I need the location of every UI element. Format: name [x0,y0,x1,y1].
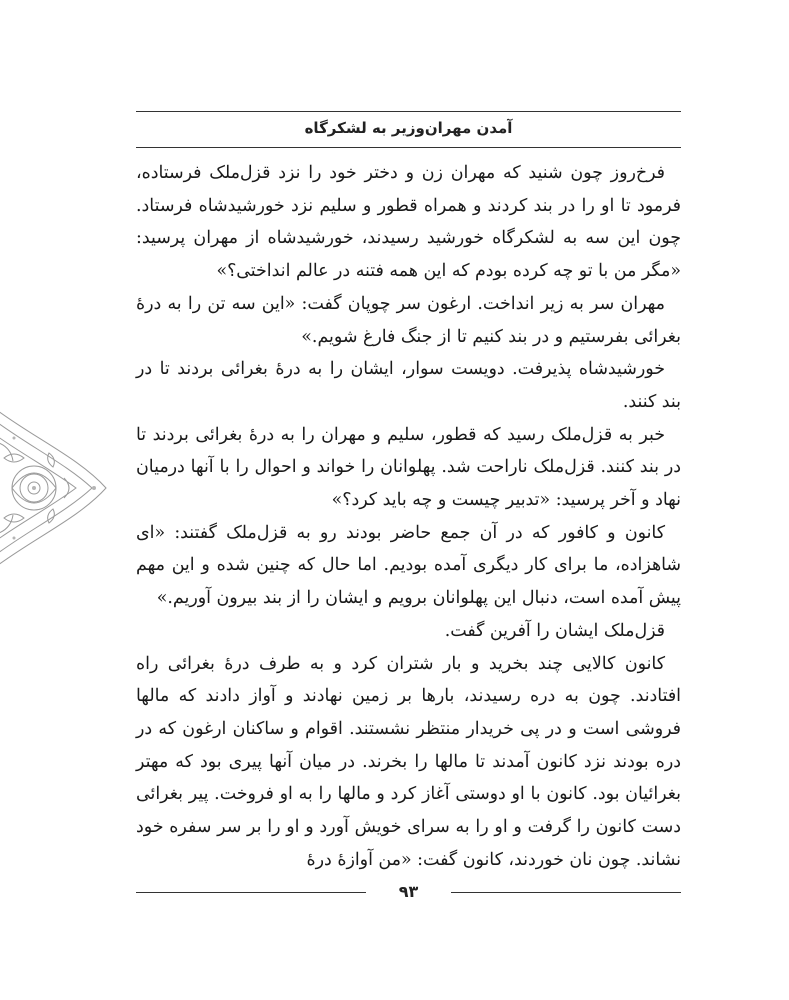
paragraph: خبر به قزل‌ملک رسید که قطور، سلیم و مهران را به درهٔ بغرائی بردند تا در بند کنند. قزل‌ملک ناراحت شد. پهلوانان را خواند و احوال را با آنها درمیان نهاد و آخر پرسید: «تدبیر چیست و چه باید کرد؟» [136,424,681,511]
header-rule-bottom [136,147,681,148]
page-number: ۹۳ [398,882,419,901]
header-rule-top [136,111,681,112]
paragraph: مهران سر به زیر انداخت. ارغون سر چوپان گفت: «این سه تن را به درهٔ بغرائی بفرستیم و در بند کنیم تا از جنگ فارغ شویم.» [136,293,681,347]
paragraph: کانون و کافور که در آن جمع حاضر بودند رو به قزل‌ملک گفتند: «ای شاهزاده، ما برای کار دیگری آمده بودیم. اما حال که چنین شده و این مهم پیش آمده است، دنبال این پهلوانان برویم و ایشان را از بند بیرون آوریم.» [136,522,681,609]
footer-rule-right [451,892,681,893]
paragraph: قزل‌ملک ایشان را آفرین گفت. [444,620,665,641]
paragraph: فرخ‌روز چون شنید که مهران زن و دختر خود را نزد قزل‌ملک فرستاده، فرمود تا او را در بند کردند و همراه قطور و سلیم نزد خورشیدشاه فرستاد. چون این سه به لشکرگاه خورشید رسیدند، خورشیدشاه از مهران پرسید: «مگر من با تو چه کرده بودم که این همه فتنه در عالم انداختی؟» [136,163,681,282]
running-title: آمدن مهران‌وزیر به لشکرگاه [304,119,513,137]
body-text [136,157,681,876]
page-footer [136,880,681,904]
floral-arabesque-ornament-icon [0,398,114,578]
paragraph: کانون کالایی چند بخرید و بار شتران کرد و به طرف درهٔ بغرائی راه افتادند. چون به دره رسیدند، بارها بر زمین نهادند و آواز دادند که مالها فروشی است و در پی خریدار منتظر نشستند. اقوام و ساکنان ارغون که در دره بودند نزد کانون آمدند تا مالها را بخرند. در میان آنها پیری بود که مهتر بغرائیان بود. کانون با او دوستی آغاز کرد و مالها را به او فروخت. پیر بغرائی دست کانون را گرفت و او را به سرای خویش آورد و او را بر سر سفره خود نشاند. چون نان خوردند، کانون گفت: «من آوازهٔ درهٔ [136,653,681,870]
paragraph: خورشیدشاه پذیرفت. دویست سوار، ایشان را به درهٔ بغرائی بردند تا در بند کنند. [136,359,681,412]
